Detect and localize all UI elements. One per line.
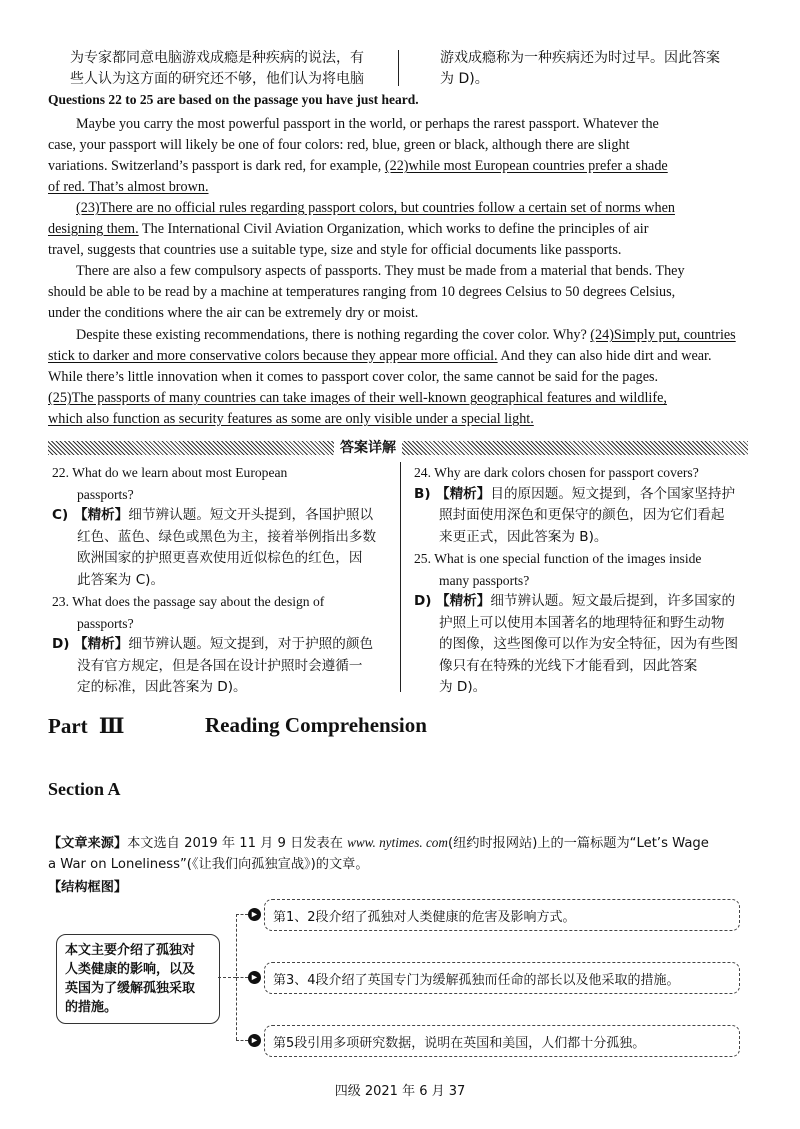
top-right-line: 为 D)。 [440, 71, 489, 87]
question-text: passports? [77, 486, 134, 502]
question-text: What is one special function of the images inside [434, 551, 702, 566]
top-left-line: 为专家都同意电脑游戏成瘾是种疾病的说法，有 [70, 50, 364, 66]
top-left-text [70, 48, 364, 90]
page-footer: 四级 2021 年 6 月 37 [334, 1084, 466, 1099]
framework-item-2 [264, 962, 740, 994]
answer-clue-23-cont: designing them. [48, 221, 139, 237]
explanation-text: 欧洲国家的护照更喜欢使用近似棕色的红色，因 [77, 550, 363, 566]
part-title: Reading Comprehension [205, 713, 427, 737]
source-text: (纽约时报网站)上的一篇标题为“Let’s Wage [447, 836, 709, 851]
answer-clue-23: (23)There are no official rules regarding passport colors, but countries follow a certain set of norms when [76, 200, 675, 216]
framework-tag: 【结构框图】 [48, 880, 128, 895]
explanation-text: 细节辨认题。短文开头提到，各国护照以 [128, 507, 374, 523]
source-text: a War on Loneliness”(《让我们向孤独宣战》)的文章。 [48, 857, 369, 872]
text-line: The International Civil Aviation Organization, which works to define the principles of air [138, 221, 649, 237]
part-numeral: Ⅲ [98, 714, 125, 738]
connector-item-2 [236, 977, 248, 978]
question-text: What does the passage say about the design of [72, 594, 325, 609]
connector-item-3 [236, 1040, 248, 1041]
summary-line: 的措施。 [65, 1000, 118, 1015]
source-text: 本文选自 2019 年 11 月 9 日发表在 [127, 836, 348, 851]
question-text: What do we learn about most European [72, 465, 288, 480]
explanation-text: 像只有在特殊的光线下才能看到，因此答案 [439, 657, 698, 674]
framework-item-text: 第1、2段介绍了孤独对人类健康的危害及影响方式。 [273, 910, 576, 925]
answer-key: D) [52, 636, 70, 652]
explanation-text: 为 D)。 [439, 679, 487, 695]
passage-paragraph-1 [48, 114, 750, 198]
question-number: 25. [414, 551, 431, 566]
question-text: many passports? [439, 572, 530, 588]
answer-25 [414, 548, 754, 699]
top-right-line: 游戏成瘾称为一种疾病还为时过早。因此答案 [440, 50, 720, 66]
text-line: Maybe you carry the most powerful passport in the world, or perhaps the rarest passport. Whatever the [76, 116, 659, 132]
framework-item-text: 第5段引用多项研究数据，说明在英国和美国，人们都十分孤独。 [273, 1036, 646, 1051]
article-source [48, 832, 758, 875]
answer-clue-24: (24)Simply put, countries [590, 327, 736, 343]
summary-line: 本文主要介绍了孤独对 [65, 943, 196, 958]
text-line: While there’s little innovation when it comes to passport cover color, the same cannot be said for the pages. [48, 369, 659, 385]
connector-to-summary [218, 977, 236, 978]
framework-item-1 [264, 899, 740, 931]
analysis-tag: 【精析】 [436, 485, 491, 502]
text-line: There are also a few compulsory aspects of passports. They must be made from a material that bends. They [76, 263, 685, 279]
answer-clue-22-cont: of red. That’s almost brown. [48, 179, 209, 195]
answer-clue-22: (22)while most European countries prefer a shade [384, 158, 668, 174]
analysis-tag: 【精析】 [74, 507, 129, 523]
explanation-text: 目的原因题。短文提到，各个国家坚持护 [490, 485, 736, 502]
summary-line: 人类健康的影响，以及 [65, 962, 196, 977]
framework-item-3 [264, 1025, 740, 1057]
explanation-text: 细节辨认题。短文最后提到，许多国家的 [490, 593, 736, 609]
column-divider [400, 462, 401, 692]
answer-24 [414, 462, 754, 548]
explanation-text: 照封面使用深色和更保守的颜色，因为它们看起 [439, 507, 725, 523]
top-right-text [440, 48, 720, 90]
text-line: under the conditions where the air can be extremely dry or moist. [48, 305, 419, 321]
passage-paragraph-2 [48, 198, 750, 261]
questions-heading: Questions 22 to 25 are based on the passage you have just heard. [48, 92, 419, 107]
question-text: Why are dark colors chosen for passport covers? [434, 465, 699, 480]
answer-clue-25-cont: which also function as security features as some are only visible under a special light. [48, 411, 534, 427]
answer-key: B) [414, 485, 431, 502]
explanation-text: 此答案为 C)。 [77, 571, 165, 588]
answer-key: D) [414, 593, 432, 609]
answers-title: 答案详解 [334, 437, 402, 457]
analysis-tag: 【精析】 [74, 636, 129, 652]
text-line: should be able to be read by a machine at temperatures ranging from 10 degrees Celsius to 50 degrees Celsius, [48, 284, 676, 300]
explanation-text: 护照上可以使用本国著名的地理特征和野生动物 [439, 614, 725, 631]
text-line: case, your passport will likely be one of four colors: red, blue, green or black, although there are slight [48, 137, 630, 153]
part-label: Part [48, 714, 88, 738]
question-number: 22. [52, 465, 69, 480]
answer-key: C) [52, 507, 69, 523]
question-text: passports? [77, 615, 134, 631]
question-number: 24. [414, 465, 431, 480]
source-website: www. nytimes. com [347, 835, 448, 850]
question-number: 23. [52, 594, 69, 609]
arrow-right-icon: ► [248, 1034, 261, 1047]
explanation-text: 红色、蓝色、绿色或黑色为主，接着举例指出多数 [77, 528, 377, 545]
arrow-right-icon: ► [248, 971, 261, 984]
answer-clue-24-cont: stick to darker and more conservative colors because they appear more official. [48, 348, 498, 364]
answer-clue-25: (25)The passports of many countries can take images of their well-known geographical features and wildlife, [48, 390, 667, 406]
column-divider-top [398, 50, 399, 86]
text-line: Despite these existing recommendations, there is nothing regarding the cover color. Why? [76, 327, 591, 343]
answer-22 [52, 462, 387, 591]
text-line: And they can also hide dirt and wear. [497, 348, 712, 364]
arrow-right-icon: ► [248, 908, 261, 921]
passage-paragraph-4 [48, 325, 750, 430]
passage-paragraph-3 [48, 261, 750, 324]
explanation-text: 没有官方规定，但是各国在设计护照时会遵循一 [77, 657, 363, 674]
explanation-text: 定的标准，因此答案为 D)。 [77, 679, 247, 695]
source-tag: 【文章来源】 [48, 836, 128, 851]
part-heading [48, 713, 124, 739]
framework-summary-box [56, 934, 220, 1024]
answer-23 [52, 591, 387, 699]
text-line: travel, suggests that countries use a suitable type, size and style for official documents like passports. [48, 242, 622, 258]
text-line: variations. Switzerland’s passport is dark red, for example, [48, 158, 385, 174]
connector-item-1 [236, 914, 248, 915]
top-left-line: 些人认为这方面的研究还不够，他们认为将电脑 [70, 71, 364, 87]
explanation-text: 来更正式，因此答案为 B)。 [439, 528, 608, 545]
explanation-text: 的图像，这些图像可以作为安全特征，因为有些图 [439, 636, 739, 652]
explanation-text: 细节辨认题。短文提到，对于护照的颜色 [128, 636, 374, 652]
framework-item-text: 第3、4段介绍了英国专门为缓解孤独而任命的部长以及他采取的措施。 [273, 973, 680, 988]
summary-line: 英国为了缓解孤独采取 [65, 981, 196, 996]
analysis-tag: 【精析】 [436, 593, 491, 609]
section-heading: Section A [48, 779, 121, 799]
